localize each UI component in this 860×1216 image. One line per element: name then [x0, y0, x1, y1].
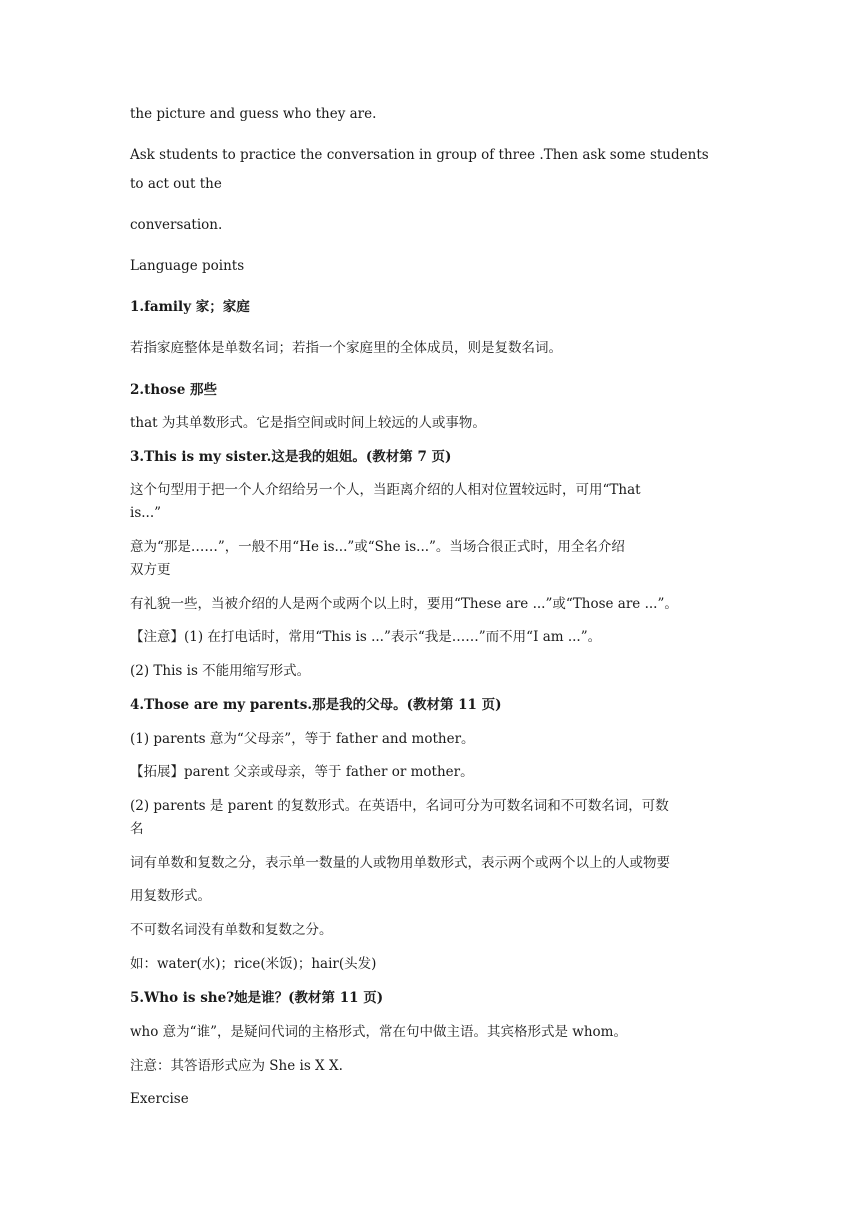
- point-heading: 4.Those are my parents.那是我的父母。(教材第 11 页): [130, 697, 502, 713]
- text-line: 有礼貌一些，当被介绍的人是两个或两个以上时，要用“These are ...”或“Those are ...”。: [130, 596, 678, 612]
- text-line: conversation.: [130, 217, 223, 233]
- text-line: that 为其单数形式。它是指空间或时间上较远的人或事物。: [130, 415, 486, 431]
- text-line: 不可数名词没有单数和复数之分。: [130, 922, 333, 938]
- point-heading: 2.those 那些: [130, 382, 218, 398]
- text-line: who 意为“谁”，是疑问代词的主格形式，常在句中做主语。其宾格形式是 whom。: [130, 1024, 627, 1040]
- example-line: 如：water(水)；rice(米饭)；hair(头发): [130, 956, 377, 972]
- text-line: 意为“那是……”，一般不用“He is...”或“She is...”。当场合很正式时，用全名介绍: [130, 539, 625, 555]
- text-line: (2) This is 不能用缩写形式。: [130, 663, 311, 679]
- text-line: the picture and guess who they are.: [130, 106, 377, 122]
- document-page: [130, 0, 740, 1216]
- text-line: to act out the: [130, 176, 222, 192]
- text-line: 名: [130, 821, 144, 837]
- point-heading: 3.This is my sister.这是我的姐姐。(教材第 7 页): [130, 449, 452, 465]
- extension-line: 【拓展】parent 父亲或母亲，等于 father or mother。: [130, 764, 474, 780]
- point-heading: 1.family 家；家庭: [130, 299, 250, 315]
- text-line: 双方更: [130, 562, 171, 578]
- text-line: 注意：其答语形式应为 She is X X.: [130, 1058, 343, 1074]
- text-line: is...”: [130, 505, 162, 521]
- text-line: 词有单数和复数之分，表示单一数量的人或物用单数形式，表示两个或两个以上的人或物要: [130, 855, 670, 871]
- text-line: (2) parents 是 parent 的复数形式。在英语中，名词可分为可数名词和不可数名词，可数: [130, 798, 669, 814]
- section-heading: Language points: [130, 258, 245, 274]
- text-line: 用复数形式。: [130, 888, 211, 904]
- text-line: 这个句型用于把一个人介绍给另一个人，当距离介绍的人相对位置较远时，可用“That: [130, 482, 641, 498]
- text-line: 若指家庭整体是单数名词；若指一个家庭里的全体成员，则是复数名词。: [130, 340, 562, 356]
- point-heading: 5.Who is she?她是谁？(教材第 11 页): [130, 990, 384, 1006]
- note-line: 【注意】(1) 在打电话时，常用“This is ...”表示“我是……”而不用“I am ...”。: [130, 629, 602, 645]
- text-line: (1) parents 意为“父母亲”，等于 father and mother。: [130, 731, 475, 747]
- text-line: Ask students to practice the conversation in group of three .Then ask some students: [130, 147, 709, 163]
- section-heading: Exercise: [130, 1091, 189, 1107]
